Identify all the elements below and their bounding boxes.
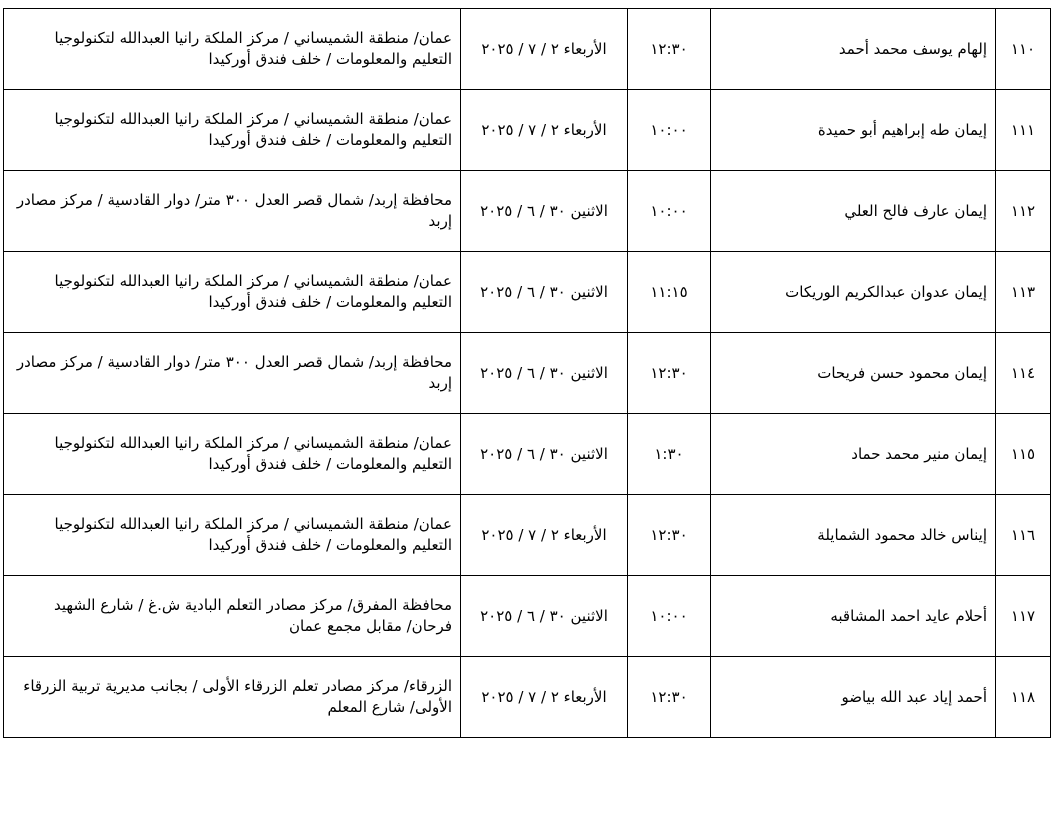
table-row (4, 252, 1051, 333)
table-row (4, 333, 1051, 414)
interview-time: ١:٣٠ (628, 414, 711, 495)
applicant-name: إيمان منير محمد حماد (711, 414, 996, 495)
row-number: ١١٤ (996, 333, 1051, 414)
table-row (4, 9, 1051, 90)
interview-time: ١٠:٠٠ (628, 171, 711, 252)
row-number: ١١١ (996, 90, 1051, 171)
interview-location: محافظة إربد/ شمال قصر العدل ٣٠٠ متر/ دوار القادسية / مركز مصادر إربد (4, 171, 461, 252)
interview-time: ١٠:٠٠ (628, 90, 711, 171)
interview-date: الاثنين ٣٠ / ٦ / ٢٠٢٥ (461, 252, 628, 333)
interview-date: الاثنين ٣٠ / ٦ / ٢٠٢٥ (461, 414, 628, 495)
schedule-table (3, 8, 1051, 738)
interview-date: الاثنين ٣٠ / ٦ / ٢٠٢٥ (461, 171, 628, 252)
interview-date: الأربعاء ٢ / ٧ / ٢٠٢٥ (461, 495, 628, 576)
table-row (4, 657, 1051, 738)
table-row (4, 171, 1051, 252)
interview-date: الأربعاء ٢ / ٧ / ٢٠٢٥ (461, 657, 628, 738)
applicant-name: إيمان عدوان عبدالكريم الوريكات (711, 252, 996, 333)
row-number: ١١٢ (996, 171, 1051, 252)
row-number: ١١٥ (996, 414, 1051, 495)
applicant-name: إيمان طه إبراهيم أبو حميدة (711, 90, 996, 171)
interview-location: عمان/ منطقة الشميساني / مركز الملكة رانيا العبدالله لتكنولوجيا التعليم والمعلومات / خلف فندق أوركيدا (4, 495, 461, 576)
applicant-name: إيمان عارف فالح العلي (711, 171, 996, 252)
interview-date: الاثنين ٣٠ / ٦ / ٢٠٢٥ (461, 333, 628, 414)
interview-location: عمان/ منطقة الشميساني / مركز الملكة رانيا العبدالله لتكنولوجيا التعليم والمعلومات / خلف فندق أوركيدا (4, 9, 461, 90)
row-number: ١١٦ (996, 495, 1051, 576)
table-row (4, 495, 1051, 576)
interview-location: محافظة المفرق/ مركز مصادر التعلم البادية ش.غ / شارع الشهيد فرحان/ مقابل مجمع عمان (4, 576, 461, 657)
applicant-name: إيناس خالد محمود الشمايلة (711, 495, 996, 576)
interview-time: ١٠:٠٠ (628, 576, 711, 657)
interview-date: الأربعاء ٢ / ٧ / ٢٠٢٥ (461, 90, 628, 171)
table-row (4, 90, 1051, 171)
row-number: ١١٣ (996, 252, 1051, 333)
row-number: ١١٠ (996, 9, 1051, 90)
interview-date: الأربعاء ٢ / ٧ / ٢٠٢٥ (461, 9, 628, 90)
interview-time: ١٢:٣٠ (628, 495, 711, 576)
interview-time: ١٢:٣٠ (628, 9, 711, 90)
interview-location: الزرقاء/ مركز مصادر تعلم الزرقاء الأولى / بجانب مديرية تربية الزرقاء الأولى/ شارع المعلم (4, 657, 461, 738)
row-number: ١١٨ (996, 657, 1051, 738)
interview-time: ١١:١٥ (628, 252, 711, 333)
table-row (4, 414, 1051, 495)
interview-location: محافظة إربد/ شمال قصر العدل ٣٠٠ متر/ دوار القادسية / مركز مصادر إربد (4, 333, 461, 414)
applicant-name: إيمان محمود حسن فريحات (711, 333, 996, 414)
interview-location: عمان/ منطقة الشميساني / مركز الملكة رانيا العبدالله لتكنولوجيا التعليم والمعلومات / خلف فندق أوركيدا (4, 90, 461, 171)
interview-date: الاثنين ٣٠ / ٦ / ٢٠٢٥ (461, 576, 628, 657)
row-number: ١١٧ (996, 576, 1051, 657)
applicant-name: أحلام عايد احمد المشاقبه (711, 576, 996, 657)
applicant-name: أحمد إياد عبد الله بياضو (711, 657, 996, 738)
interview-time: ١٢:٣٠ (628, 657, 711, 738)
interview-location: عمان/ منطقة الشميساني / مركز الملكة رانيا العبدالله لتكنولوجيا التعليم والمعلومات / خلف فندق أوركيدا (4, 414, 461, 495)
interview-location: عمان/ منطقة الشميساني / مركز الملكة رانيا العبدالله لتكنولوجيا التعليم والمعلومات / خلف فندق أوركيدا (4, 252, 461, 333)
interview-time: ١٢:٣٠ (628, 333, 711, 414)
applicant-name: إلهام يوسف محمد أحمد (711, 9, 996, 90)
table-row (4, 576, 1051, 657)
